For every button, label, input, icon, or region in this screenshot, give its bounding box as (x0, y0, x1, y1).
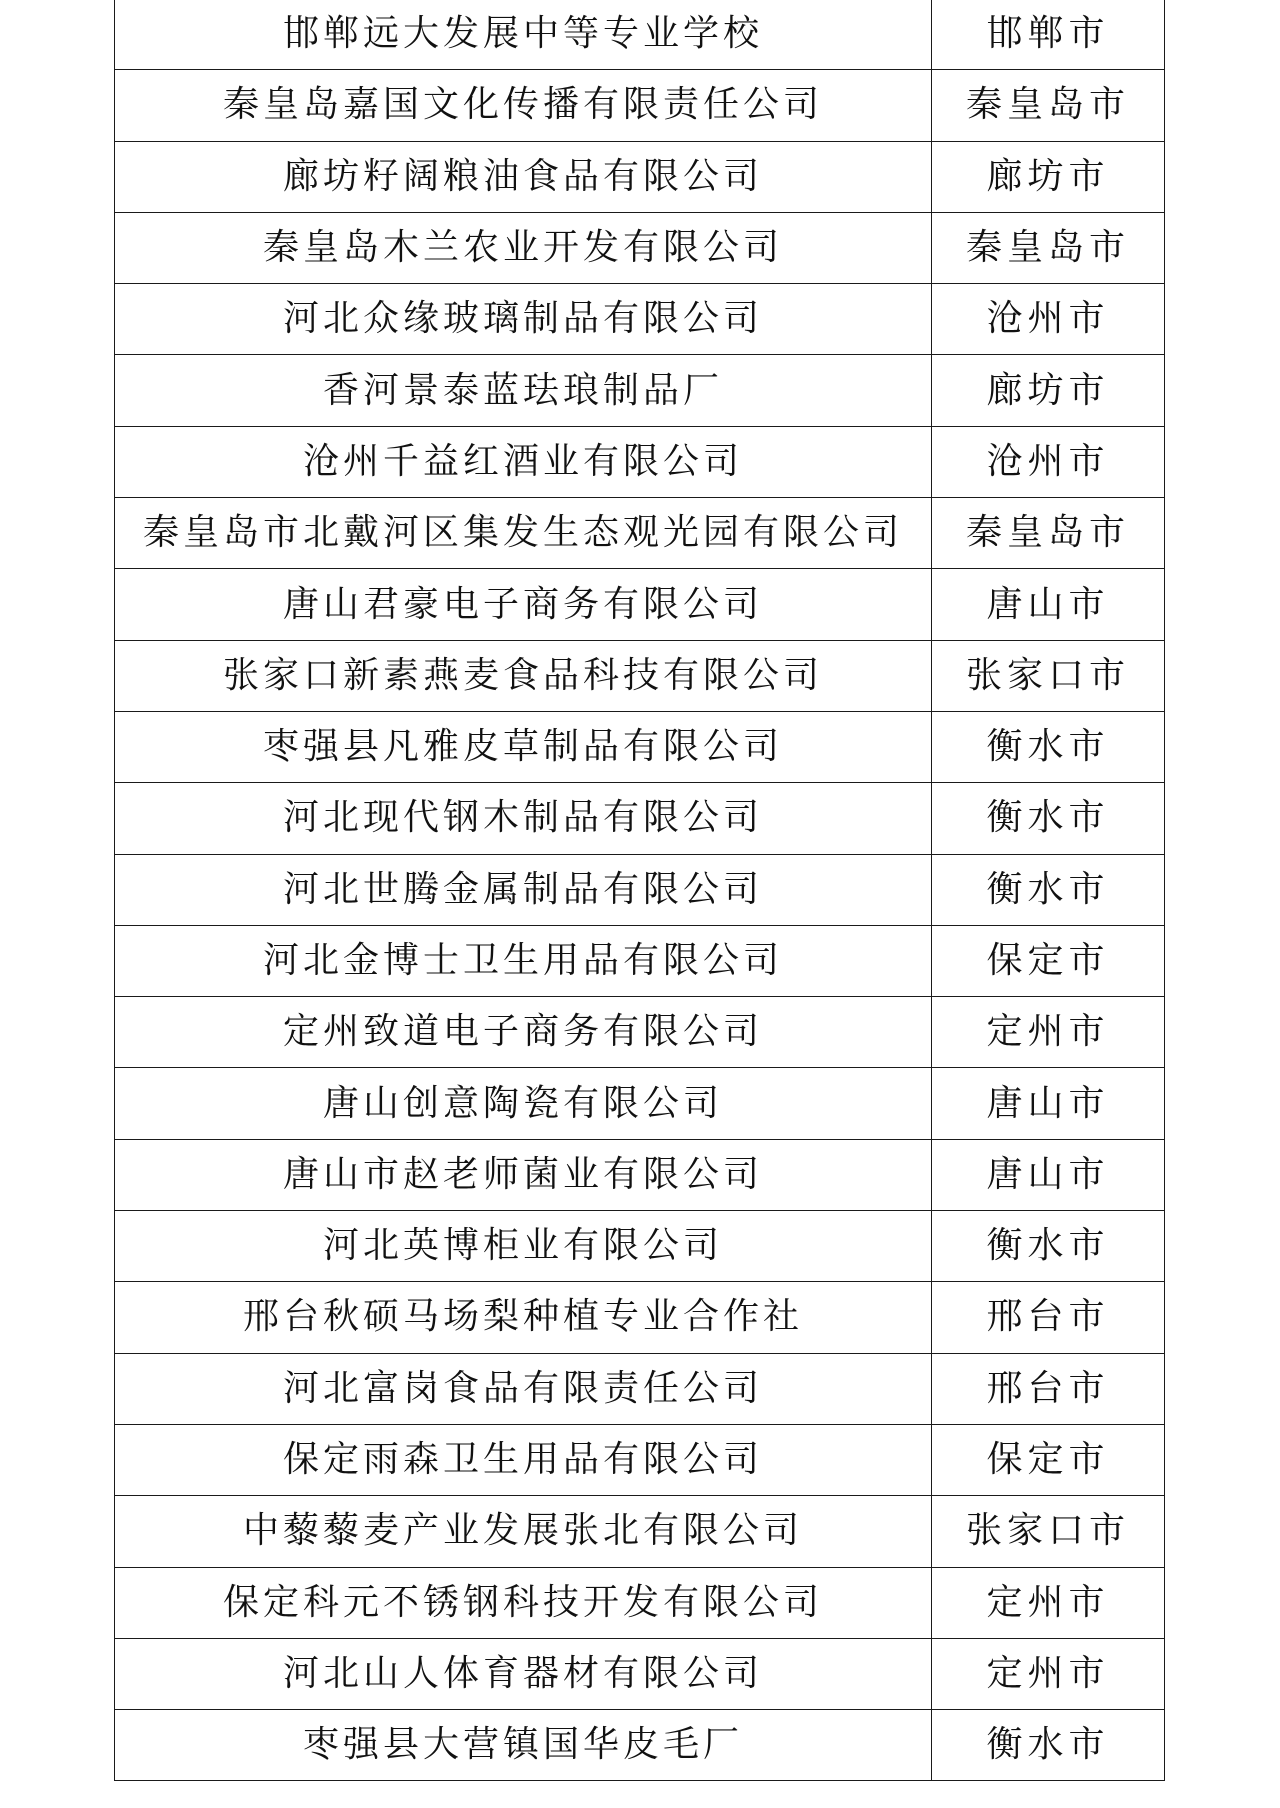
city-cell: 唐山市 (932, 1068, 1165, 1139)
company-name-cell: 保定雨森卫生用品有限公司 (115, 1424, 932, 1495)
table-row (115, 1211, 1165, 1282)
city-cell: 衡水市 (932, 1211, 1165, 1282)
city-cell: 保定市 (932, 925, 1165, 996)
city-cell: 定州市 (932, 997, 1165, 1068)
city-cell: 定州市 (932, 1567, 1165, 1638)
table-row (115, 711, 1165, 782)
city-cell: 沧州市 (932, 426, 1165, 497)
city-cell: 邢台市 (932, 1353, 1165, 1424)
city-cell: 邢台市 (932, 1282, 1165, 1353)
table-row (115, 783, 1165, 854)
table-row (115, 1139, 1165, 1210)
company-name-cell: 邢台秋硕马场梨种植专业合作社 (115, 1282, 932, 1353)
company-name-cell: 河北世腾金属制品有限公司 (115, 854, 932, 925)
table-row (115, 1282, 1165, 1353)
company-name-cell: 河北众缘玻璃制品有限公司 (115, 284, 932, 355)
company-name-cell: 秦皇岛木兰农业开发有限公司 (115, 212, 932, 283)
table-row (115, 997, 1165, 1068)
table-row (115, 1638, 1165, 1709)
company-name-cell: 保定科元不锈钢科技开发有限公司 (115, 1567, 932, 1638)
company-name-cell: 河北英博柜业有限公司 (115, 1211, 932, 1282)
city-cell: 廊坊市 (932, 141, 1165, 212)
table-row (115, 426, 1165, 497)
table-row (115, 640, 1165, 711)
company-name-cell: 河北富岗食品有限责任公司 (115, 1353, 932, 1424)
enterprise-table-body (115, 0, 1165, 1781)
table-row (115, 284, 1165, 355)
city-cell: 唐山市 (932, 569, 1165, 640)
company-name-cell: 河北现代钢木制品有限公司 (115, 783, 932, 854)
company-name-cell: 张家口新素燕麦食品科技有限公司 (115, 640, 932, 711)
city-cell: 保定市 (932, 1424, 1165, 1495)
company-name-cell: 唐山市赵老师菌业有限公司 (115, 1139, 932, 1210)
company-name-cell: 唐山君豪电子商务有限公司 (115, 569, 932, 640)
company-name-cell: 香河景泰蓝珐琅制品厂 (115, 355, 932, 426)
city-cell: 秦皇岛市 (932, 212, 1165, 283)
table-row (115, 854, 1165, 925)
company-name-cell: 廊坊籽阔粮油食品有限公司 (115, 141, 932, 212)
city-cell: 秦皇岛市 (932, 70, 1165, 141)
table-row (115, 0, 1165, 70)
table-row (115, 569, 1165, 640)
city-cell: 张家口市 (932, 1496, 1165, 1567)
city-cell: 秦皇岛市 (932, 498, 1165, 569)
company-name-cell: 枣强县凡雅皮草制品有限公司 (115, 711, 932, 782)
enterprise-table (114, 0, 1165, 1781)
table-row (115, 1353, 1165, 1424)
table-row (115, 1424, 1165, 1495)
city-cell: 定州市 (932, 1638, 1165, 1709)
table-row (115, 1496, 1165, 1567)
city-cell: 邯郸市 (932, 0, 1165, 70)
company-name-cell: 秦皇岛嘉国文化传播有限责任公司 (115, 70, 932, 141)
city-cell: 沧州市 (932, 284, 1165, 355)
company-name-cell: 中藜藜麦产业发展张北有限公司 (115, 1496, 932, 1567)
company-name-cell: 秦皇岛市北戴河区集发生态观光园有限公司 (115, 498, 932, 569)
company-name-cell: 枣强县大营镇国华皮毛厂 (115, 1710, 932, 1781)
company-name-cell: 河北金博士卫生用品有限公司 (115, 925, 932, 996)
table-row (115, 925, 1165, 996)
city-cell: 衡水市 (932, 854, 1165, 925)
company-name-cell: 沧州千益红酒业有限公司 (115, 426, 932, 497)
table-row (115, 70, 1165, 141)
company-name-cell: 定州致道电子商务有限公司 (115, 997, 932, 1068)
city-cell: 衡水市 (932, 711, 1165, 782)
table-row (115, 1567, 1165, 1638)
city-cell: 衡水市 (932, 1710, 1165, 1781)
company-name-cell: 河北山人体育器材有限公司 (115, 1638, 932, 1709)
company-name-cell: 邯郸远大发展中等专业学校 (115, 0, 932, 70)
company-name-cell: 唐山创意陶瓷有限公司 (115, 1068, 932, 1139)
table-row (115, 212, 1165, 283)
city-cell: 衡水市 (932, 783, 1165, 854)
table-row (115, 1710, 1165, 1781)
city-cell: 张家口市 (932, 640, 1165, 711)
table-row (115, 141, 1165, 212)
table-row (115, 498, 1165, 569)
table-row (115, 1068, 1165, 1139)
city-cell: 唐山市 (932, 1139, 1165, 1210)
city-cell: 廊坊市 (932, 355, 1165, 426)
table-row (115, 355, 1165, 426)
